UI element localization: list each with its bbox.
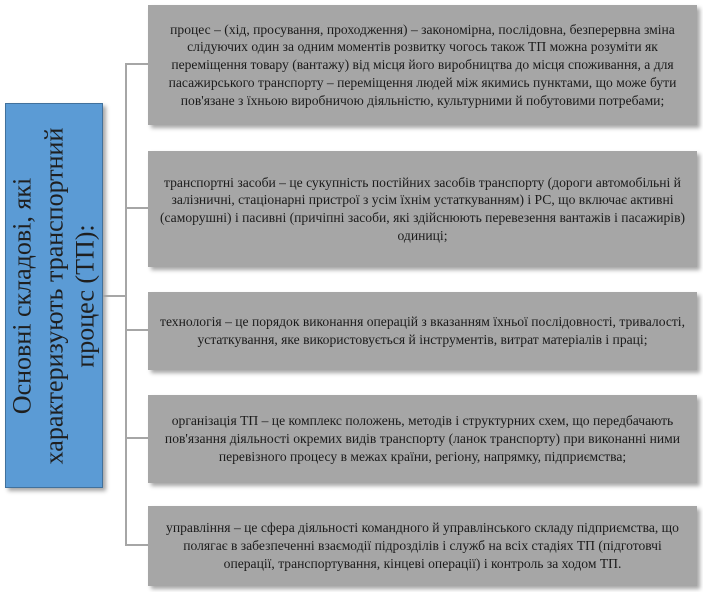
item-organization [148, 395, 697, 483]
connector-branch-4 [125, 437, 148, 439]
connector-trunk [125, 63, 127, 545]
root-label: Основні складові, які характеризують транспортний процес (ТП): [7, 127, 100, 464]
item-management-text: управління – це сфера діяльності командного й управлінського складу підприємства, що полягає в забезпеченні взаємодії підрозділів і служб на всіх стадіях ТП (підготовчі операції, транспортування, кінцеві операції) і контроль за ходом ТП. [166, 520, 679, 571]
item-vehicles [148, 151, 697, 267]
item-process [148, 5, 697, 125]
connector-branch-5 [125, 544, 148, 546]
root-box [5, 103, 103, 488]
connector-branch-2 [125, 207, 148, 209]
connector-branch-3 [125, 329, 148, 331]
connector-root-stub [103, 295, 126, 297]
item-vehicles-text: транспортні засоби – це сукупність постійних засобів транспорту (дороги автомобільні й залізничні, стаціонарні пристрої з усім їхнім устаткуванням) і РС, що включає активні (саморушні) і пасивні (причіпні засоби, які здійснюють перевезення вантажів і пасажирів) одиниці; [159, 174, 686, 243]
item-technology [148, 292, 697, 370]
connector-branch-1 [125, 63, 148, 65]
item-management [148, 506, 697, 586]
item-technology-text: технологія – це порядок виконання операцій з вказанням їхньої послідовності, тривалості, устаткування, яке використовується й інструментів, витрат матеріалів і праці; [160, 314, 685, 347]
item-process-text: процес – (хід, просування, проходження) – закономірна, послідовна, безперервна зміна слідуючих один за одним моментів розвитку чогось також ТП можна розуміти як переміщення товару (вантажу) від місця його виробництва до місця споживання, а для пасажирського транспорту – переміщення людей між якимись пунктами, що може бути пов'язане з їхньою виробничою діяльністю, культурними й побутовими потребами; [168, 21, 677, 108]
item-organization-text: організація ТП – це комплекс положень, методів і структурних схем, що передбачають пов'язання діяльності окремих видів транспорту (ланок транспорту) при виконанні ними перевізного процесу в межах країни, регіону, напрямку, підприємства; [164, 413, 681, 464]
